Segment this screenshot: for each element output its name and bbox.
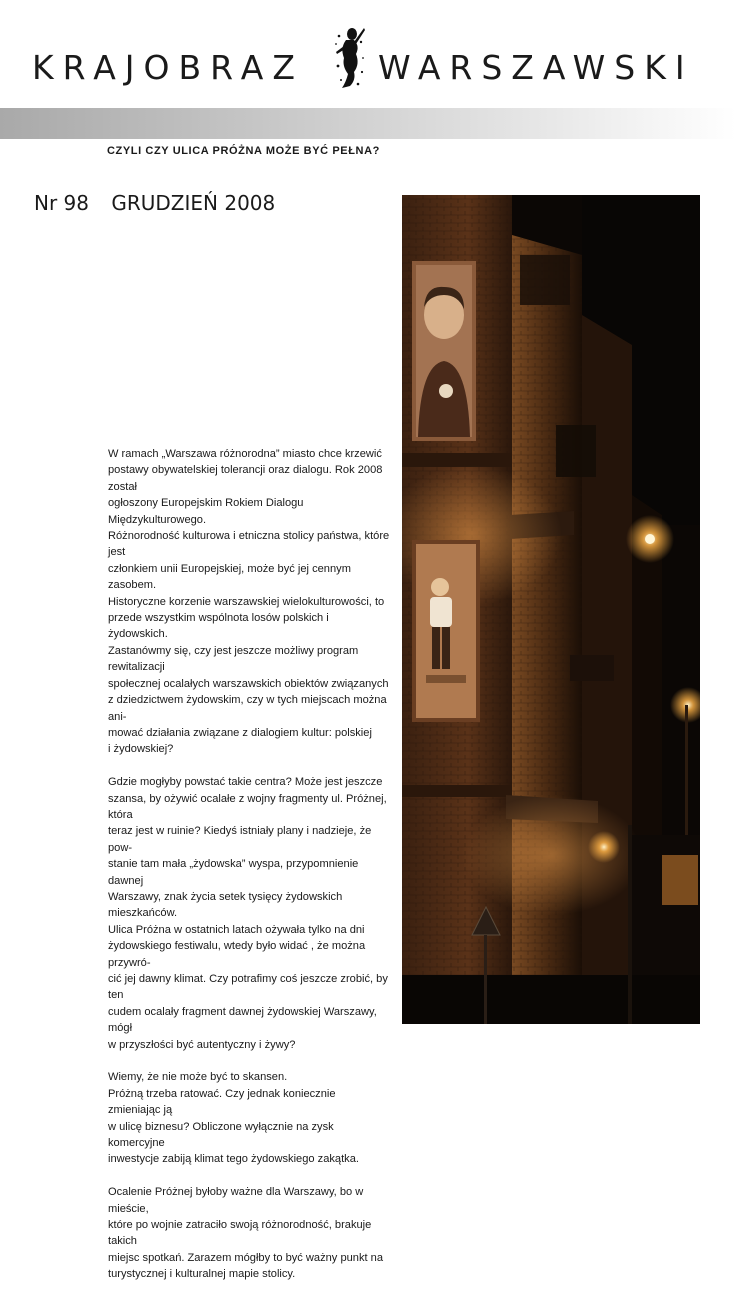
street-photo [402, 195, 700, 1024]
tagline: CZYLI CZY ULICA PRÓŻNA MOŻE BYĆ PEŁNA? [107, 145, 380, 157]
masthead-title-left: KRAJOBRAZ [32, 48, 304, 87]
street-photo-image [402, 195, 700, 1024]
article-paragraph: Gdzie mogłyby powstać takie centra? Może jest jeszcze szansa, by ożywić ocalałe z wojny fragmenty ul. Próżnej, która teraz jest w ruinie? Kiedyś istniały plany i nadzieje, że pow- stanie tam mała „żydowska” wyspa, przypomnienie dawnej Warszawy, znak życia setek tysięcy żydowskich mieszkańców. Ulica Próżna w ostatnich latach ożywała tylko na dni żydowskiego festiwalu, wtedy było widać , że można przywró- cić jej dawny klimat. Czy potrafimy coś jeszcze zrobić, by ten cudem ocalały fragment dawnej żydowskiej Warszawy, mógł w przyszłości być autentyczny i żywy? [108, 776, 388, 1051]
article-paragraph: Wiemy, że nie może być to skansen. Próżną trzeba ratować. Czy jednak koniecznie zmieniając ją w ulicę biznesu? Obliczone wyłącznie na zysk komercyjne inwestycje zabiją klimat tego żydowskiego zakątka. [108, 1071, 359, 1166]
issue-number: Nr 98 [34, 191, 89, 215]
issue-line [34, 191, 275, 215]
masthead-title-right: WARSZAWSKI [378, 48, 694, 87]
issue-date: GRUDZIEŃ 2008 [111, 191, 276, 215]
article-body [108, 446, 390, 1299]
mermaid-silhouette-icon [332, 22, 368, 92]
masthead [0, 44, 736, 88]
article-paragraph: W ramach „Warszawa różnorodna” miasto chce krzewić postawy obywatelskiej tolerancji oraz dialogu. Rok 2008 został ogłoszony Europejskim Rokiem Dialogu Międzykulturowego. Różnorodność kulturowa i etniczna stolicy państwa, które jest członkiem unii Europejskiej, może być jej cennym zasobem. Historyczne korzenie warszawskiej wielokulturowości, to przede wszystkim wspólnota losów polskich i żydowskich. Zastanówmy się, czy jest jeszcze możliwy program rewitalizacji społecznej ocalałych warszawskich obiektów związanych z dziedzictwem żydowskim, czy w tych miejscach można ani- mować działania związane z dialogiem kultur: polskiej i żydowskiej? [108, 448, 390, 756]
article-paragraph: Ocalenie Próżnej byłoby ważne dla Warszawy, bo w mieście, które po wojnie zatraciło swoją różnorodność, brakuje takich miejsc spotkań. Zarazem mógłby to być ważny punkt na turystycznej i kulturalnej mapie stolicy. [108, 1186, 383, 1281]
header-gradient-band [0, 108, 736, 139]
